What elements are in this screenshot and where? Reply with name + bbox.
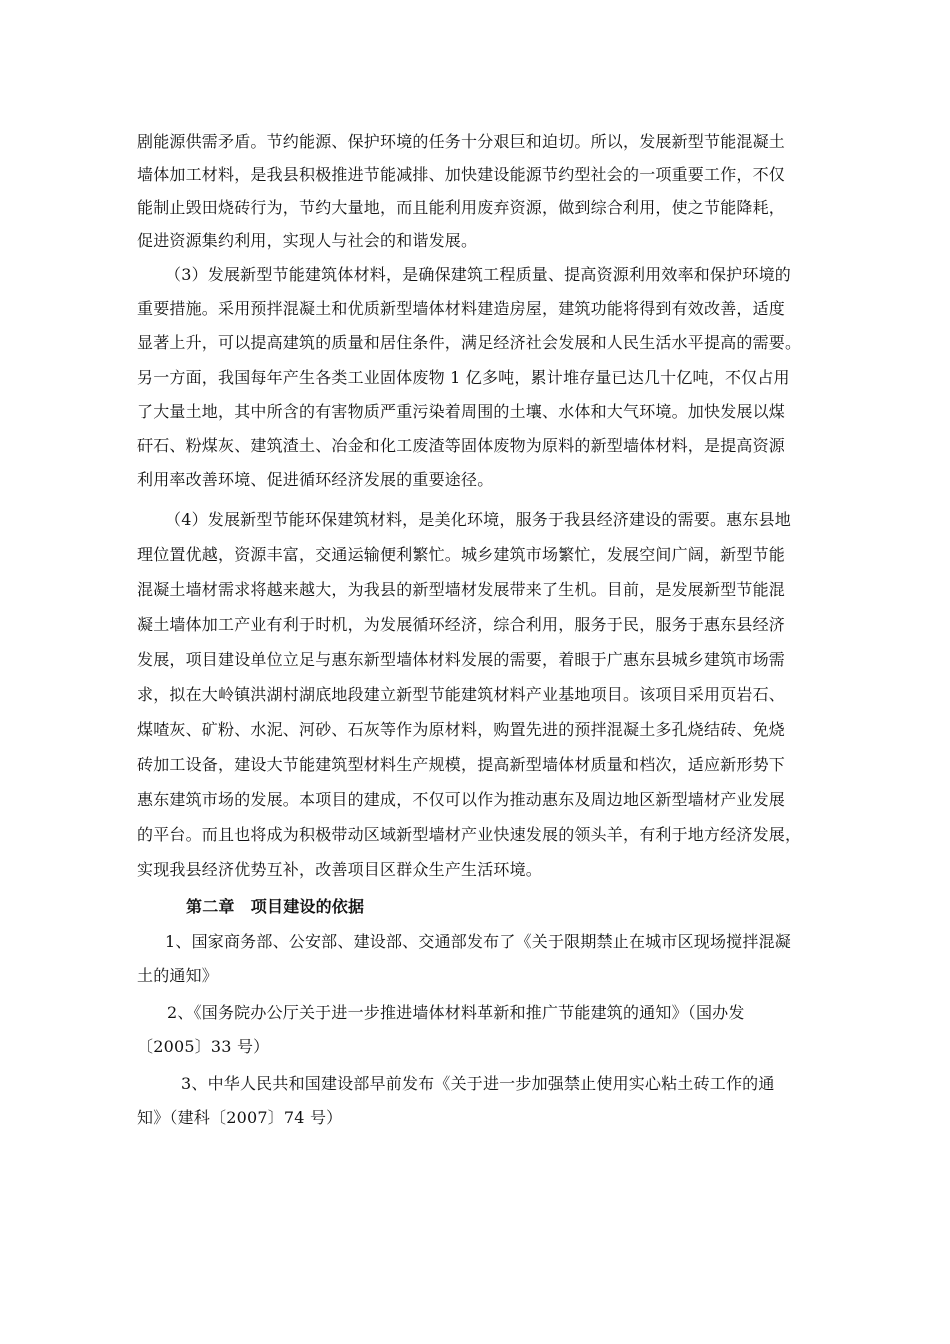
paragraph-line: 墙体加工材料，是我县积极推进节能减排、加快建设能源节约型社会的一项重要工作，不仅: [137, 165, 786, 184]
basis-item-line: 2、《国务院办公厅关于进一步推进墙体材料革新和推广节能建筑的通知》（国办发: [167, 1003, 745, 1022]
paragraph-line: （4）发展新型节能环保建筑材料，是美化环境，服务于我县经济建设的需要。惠东县地: [165, 510, 791, 529]
paragraph-line: 惠东建筑市场的发展。本项目的建成，不仅可以作为推动惠东及周边地区新型墙材产业发展: [137, 790, 786, 809]
paragraph-line: 另一方面，我国每年产生各类工业固体废物 1 亿多吨，累计堆存量已达几十亿吨，不仅占用: [137, 368, 790, 387]
paragraph-line: 混凝土墙材需求将越来越大，为我县的新型墙材发展带来了生机。目前，是发展新型节能混: [137, 580, 786, 599]
paragraph-line: 煤喳灰、矿粉、水泥、河砂、石灰等作为原材料，购置先进的预拌混凝土多孔烧结砖、免烧: [137, 720, 786, 739]
paragraph-line: 剧能源供需矛盾。节约能源、保护环境的任务十分艰巨和迫切。所以，发展新型节能混凝土: [137, 132, 786, 151]
paragraph-line: 能制止毁田烧砖行为，节约大量地，而且能利用废弃资源，做到综合利用，使之节能降耗，: [137, 198, 786, 217]
basis-item-line: 知》（建科〔2007〕74 号）: [137, 1108, 343, 1127]
chapter-heading: 第二章 项目建设的依据: [186, 897, 365, 916]
paragraph-line: （3）发展新型节能建筑体材料，是确保建筑工程质量、提高资源利用效率和保护环境的: [165, 265, 791, 284]
paragraph-line: 实现我县经济优势互补，改善项目区群众生产生活环境。: [137, 860, 543, 879]
paragraph-line: 了大量土地，其中所含的有害物质严重污染着周围的土壤、水体和大气环境。加快发展以煤: [137, 402, 786, 421]
paragraph-line: 利用率改善环境、促进循环经济发展的重要途径。: [137, 470, 494, 489]
basis-item-line: 3、中华人民共和国建设部早前发布《关于进一步加强禁止使用实心粘土砖工作的通: [181, 1074, 775, 1093]
paragraph-line: 显著上升，可以提高建筑的质量和居住条件，满足经济社会发展和人民生活水平提高的需要。: [137, 333, 802, 352]
paragraph-line: 重要措施。采用预拌混凝土和优质新型墙体材料建造房屋，建筑功能将得到有效改善，适度: [137, 299, 786, 318]
basis-item-line: 土的通知》: [137, 966, 219, 985]
paragraph-line: 理位置优越，资源丰富，交通运输便利繁忙。城乡建筑市场繁忙，发展空间广阔，新型节能: [137, 545, 786, 564]
paragraph-line: 发展，项目建设单位立足与惠东新型墙体材料发展的需要，着眼于广惠东县城乡建筑市场需: [137, 650, 786, 669]
basis-item-line: 〔2005〕33 号）: [137, 1037, 270, 1056]
paragraph-line: 矸石、粉煤灰、建筑渣土、冶金和化工废渣等固体废物为原料的新型墙体材料，是提高资源: [137, 436, 786, 455]
paragraph-line: 促进资源集约利用，实现人与社会的和谐发展。: [137, 231, 478, 250]
paragraph-line: 凝土墙体加工产业有利于时机，为发展循环经济，综合利用，服务于民，服务于惠东县经济: [137, 615, 786, 634]
paragraph-line: 求，拟在大岭镇洪湖村湖底地段建立新型节能建筑材料产业基地项目。该项目采用页岩石、: [137, 685, 786, 704]
paragraph-line: 砖加工设备，建设大节能建筑型材料生产规模，提高新型墙体材质量和档次，适应新形势下: [137, 755, 786, 774]
paragraph-line: 的平台。而且也将成为积极带动区域新型墙材产业快速发展的领头羊，有利于地方经济发展，: [137, 825, 802, 844]
basis-item-line: 1、国家商务部、公安部、建设部、交通部发布了《关于限期禁止在城市区现场搅拌混凝: [165, 932, 791, 951]
